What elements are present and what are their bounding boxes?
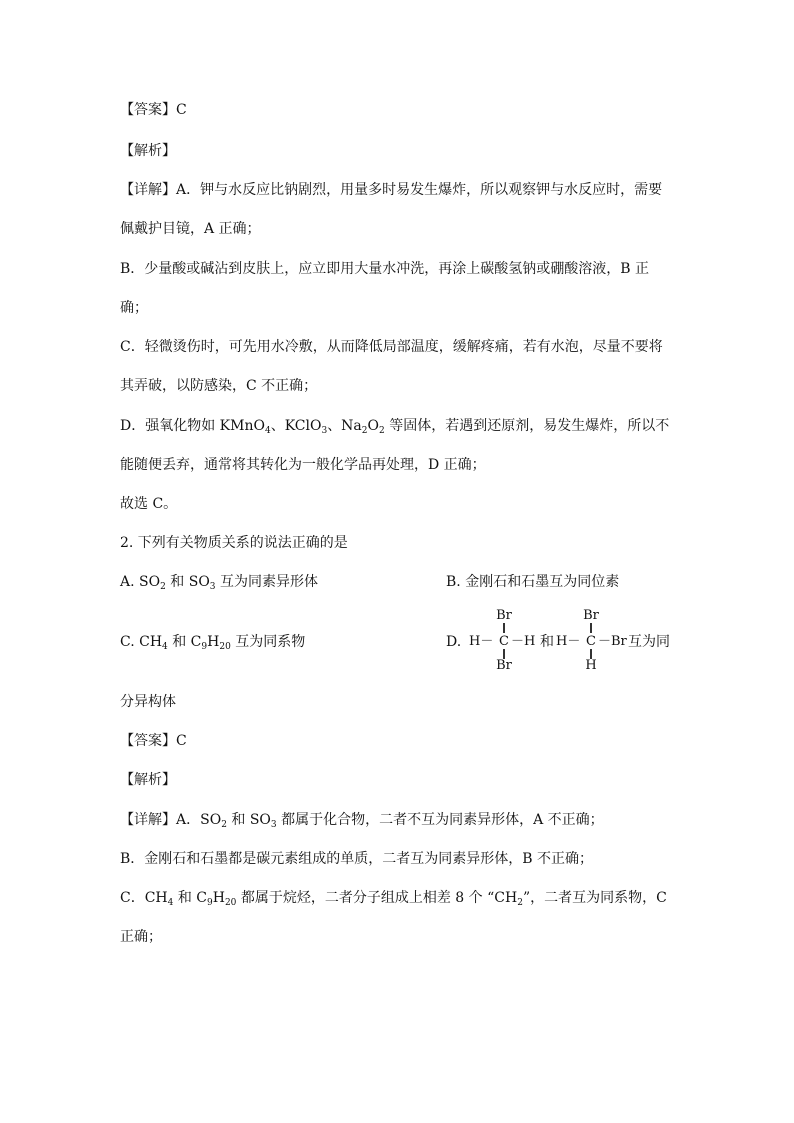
- option-d-and: 和: [540, 634, 554, 650]
- detail-1-b: B．少量酸或碱沾到皮肤上，应立即用大量水冲洗，再涂上碳酸氢钠或硼酸溶液，B 正: [120, 261, 650, 277]
- detail-2-a: 【详解】A．$SO_2$ 和 $SO_3$ 都属于化合物，二者不互为同素异形体，A 不正确；: [120, 812, 604, 830]
- formula-1-top-br: Br: [496, 608, 512, 623]
- answer-2: 【答案】C: [120, 733, 187, 749]
- option-d-text: 互为同: [628, 634, 670, 650]
- detail-1-d: D．强氧化物如 KMnO$_4$、KClO$_3$、$Na_2O_2$ 等固体，若遇到还原剂，易发生爆炸，所以不: [120, 418, 670, 436]
- formula-2-bond-top: [590, 623, 592, 633]
- detail-2-b: B．金刚石和石墨都是碳元素组成的单质，二者互为同素异形体，B 不正确；: [120, 851, 594, 867]
- option-c: C. $CH_4$ 和 $C_9H_{20}$ 互为同系物: [120, 634, 306, 652]
- option-d-label: D.: [446, 634, 462, 650]
- structural-formula-2: [556, 608, 628, 673]
- conclusion-1: 故选 C。: [120, 496, 178, 512]
- detail-1-c-cont: 其弄破，以防感染，C 不正确；: [120, 378, 318, 394]
- formula-2-h-left: H－: [556, 634, 581, 649]
- formula-2-bottom-h: H: [585, 658, 597, 673]
- analysis-2: 【解析】: [120, 772, 176, 788]
- option-b: B. 金刚石和石墨互为同位素: [446, 574, 620, 590]
- question-2: 2. 下列有关物质关系的说法正确的是: [120, 535, 348, 551]
- option-d-cont: 分异构体: [120, 694, 176, 710]
- detail-2-c-cont: 正确；: [120, 929, 162, 945]
- detail-1-b-cont: 确；: [120, 300, 148, 316]
- detail-1-d-cont: 能随便丢弃，通常将其转化为一般化学品再处理，D 正确；: [120, 457, 486, 473]
- option-a: A. $SO_2$ 和 $SO_3$ 互为同素异形体: [120, 574, 318, 592]
- detail-2-c: C．$CH_4$ 和 $C_9H_{20}$ 都属于烷烃，二者分子组成上相差 8 个 “$CH_2$”，二者互为同系物，C: [120, 890, 667, 908]
- answer-1: 【答案】C: [120, 102, 187, 118]
- analysis-1: 【解析】: [120, 143, 176, 159]
- detail-1-c: C．轻微烫伤时，可先用水冷敷，从而降低局部温度，缓解疼痛，若有水泡，尽量不要将: [120, 339, 663, 355]
- structural-formula-1: [469, 608, 539, 673]
- formula-2-br-right: －Br: [598, 634, 627, 649]
- formula-1-bond-top: [503, 623, 505, 633]
- formula-1-h-right: －H: [511, 634, 536, 649]
- detail-1-a: 【详解】A．钾与水反应比钠剧烈，用量多时易发生爆炸，所以观察钾与水反应时，需要: [120, 182, 663, 198]
- formula-1-h-left: H－: [469, 634, 494, 649]
- formula-1-bottom-br: Br: [496, 658, 512, 673]
- formula-2-top-br: Br: [583, 608, 599, 623]
- detail-1-a-cont: 佩戴护目镜，A 正确；: [120, 221, 261, 237]
- formula-2-carbon: C: [586, 634, 596, 649]
- formula-1-carbon: C: [499, 634, 509, 649]
